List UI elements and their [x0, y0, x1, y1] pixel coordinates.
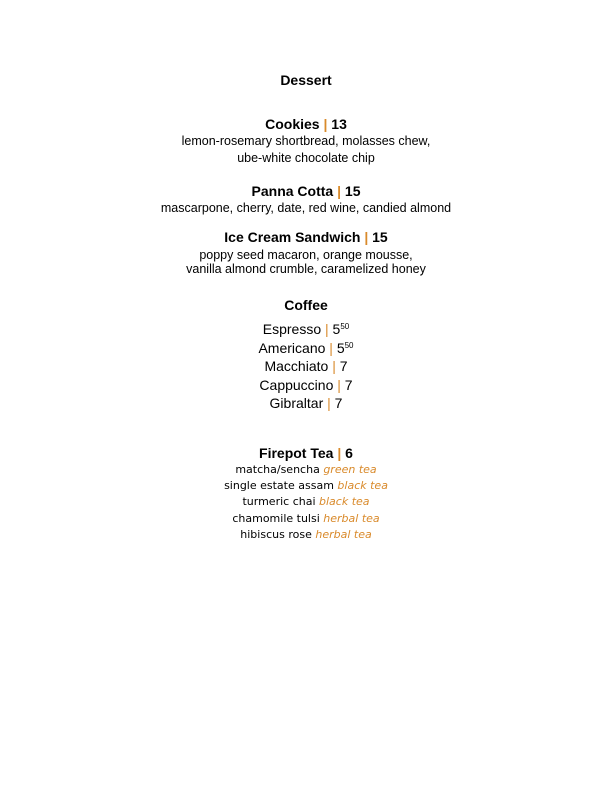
item-name: Americano: [258, 339, 326, 356]
coffee-item-gibraltar: [0, 394, 612, 413]
tea-type: green tea: [323, 463, 377, 476]
tea-heading: [0, 445, 612, 461]
item-price: 7: [339, 358, 348, 375]
item-name: Gibraltar: [269, 395, 324, 412]
tea-type: herbal tea: [315, 527, 372, 541]
item-name: Ice Cream Sandwich: [224, 229, 361, 245]
coffee-heading: Coffee: [284, 297, 328, 313]
tea-name: chamomile tulsi: [232, 511, 320, 525]
tea-heading-name: Firepot Tea: [259, 445, 334, 461]
tea-type: black tea: [337, 479, 388, 493]
panna-cotta-description-line-1: mascarpone, cherry, date, red wine, candied almond: [160, 201, 452, 215]
ice-cream-sandwich-description-line-2: vanilla almond crumble, caramelized honey: [186, 262, 426, 276]
coffee-item-americano: [0, 339, 612, 358]
price-separator: |: [329, 339, 333, 356]
tea-item-single-estate-assam: [0, 478, 612, 494]
price-separator: |: [327, 395, 331, 412]
ice-cream-sandwich-description-line-1: poppy seed macaron, orange mousse,: [199, 248, 413, 262]
panna-cotta-title: [0, 183, 612, 199]
coffee-item-macchiato: [0, 357, 612, 376]
cookies-title: [0, 116, 612, 132]
price-separator: |: [325, 321, 329, 337]
tea-name: turmeric chai: [242, 495, 316, 509]
item-price: 7: [344, 376, 353, 393]
price-separator: |: [337, 183, 342, 199]
tea-price: 6: [345, 445, 353, 461]
price-separator: |: [332, 358, 336, 375]
price-separator: |: [337, 376, 341, 393]
item-price: 7: [334, 395, 343, 412]
coffee-item-espresso: [0, 320, 612, 339]
coffee-list: [0, 320, 612, 413]
tea-item-matcha-sencha: [0, 462, 612, 478]
dessert-heading: Dessert: [280, 72, 332, 88]
cookies-description-line-1: lemon-rosemary shortbread, molasses chew,: [181, 134, 431, 148]
tea-type: herbal tea: [323, 511, 380, 525]
tea-item-hibiscus-rose: [0, 527, 612, 543]
tea-name: single estate assam: [224, 479, 334, 493]
price-separator: |: [337, 445, 342, 461]
item-name: Macchiato: [264, 358, 329, 375]
item-name: Espresso: [262, 321, 322, 337]
item-name: Cookies: [265, 116, 320, 132]
price-separator: |: [323, 116, 328, 132]
ice-cream-sandwich-title: [0, 229, 612, 245]
tea-item-chamomile-tulsi: [0, 511, 612, 527]
tea-list: [0, 462, 612, 543]
cookies-description-line-2: ube-white chocolate chip: [237, 151, 375, 165]
item-price: 13: [331, 116, 347, 132]
item-price: 15: [344, 183, 361, 199]
item-name: Panna Cotta: [251, 183, 334, 199]
tea-name: matcha/sencha: [235, 463, 320, 476]
tea-item-turmeric-chai: [0, 494, 612, 510]
tea-name: hibiscus rose: [240, 527, 312, 541]
tea-type: black tea: [319, 495, 370, 509]
item-price: 15: [372, 229, 388, 245]
price-separator: |: [364, 229, 369, 245]
coffee-item-cappuccino: [0, 376, 612, 395]
item-name: Cappuccino: [259, 376, 334, 393]
item-price: $5^{50}$: [332, 321, 350, 337]
item-price: $5^{50}$: [336, 339, 354, 356]
